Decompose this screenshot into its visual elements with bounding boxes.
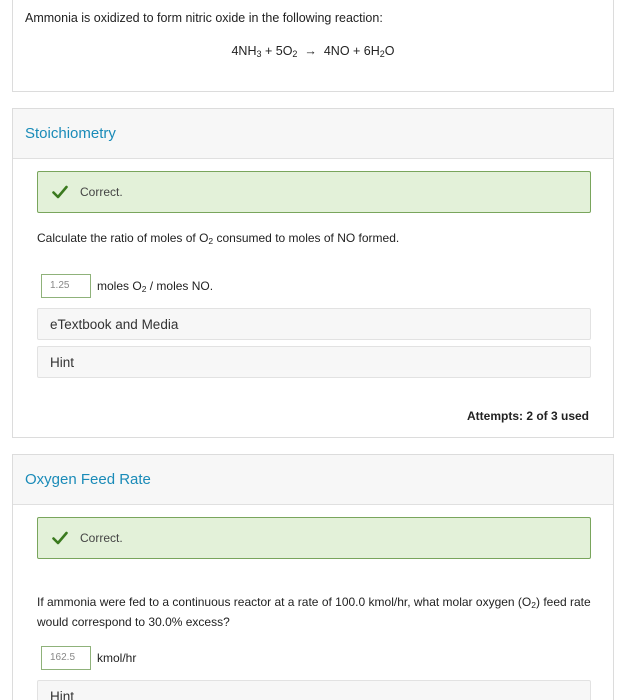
oxygen-feed-rate-section <box>12 454 614 700</box>
correct-status-box <box>37 517 591 559</box>
status-text: Correct. <box>80 531 123 545</box>
correct-status-box <box>37 171 591 213</box>
answer-unit: moles $O_2$ / moles NO. <box>97 278 214 294</box>
section-title: Stoichiometry <box>25 125 116 142</box>
problem-intro-card <box>12 0 614 92</box>
section-header <box>13 109 613 159</box>
intro-text: Ammonia is oxidized to form nitric oxide in the following reaction: <box>25 11 383 25</box>
checkmark-icon <box>52 531 68 545</box>
eq-products: 4NO + 6H <box>323 44 380 58</box>
reaction-equation: $4NH_3 + 5O_2 \to 4NO + 6H_2O$ <box>231 44 395 59</box>
answer-input[interactable]: 162.5 <box>41 646 91 670</box>
answer-input[interactable]: 1.25 <box>41 274 91 298</box>
section-title: Oxygen Feed Rate <box>25 471 151 488</box>
question-text: If ammonia were fed to a continuous reactor at a rate of 100.0 kmol/hr, what molar oxygen $(O_2)$ feed rate would correspond to 30.0% excess? <box>37 595 591 629</box>
answer-row <box>41 646 136 670</box>
etextbook-media-button[interactable]: eTextbook and Media <box>37 308 591 340</box>
checkmark-icon <box>52 185 68 199</box>
eq-arrow: → <box>304 44 317 58</box>
stoichiometry-section <box>12 108 614 438</box>
hint-button[interactable]: Hint <box>37 346 591 378</box>
eq-ammonia: 4NH <box>231 44 257 58</box>
answer-row <box>41 274 213 298</box>
hint-button[interactable]: Hint <box>37 680 591 700</box>
answer-unit: kmol/hr <box>97 651 137 665</box>
status-text: Correct. <box>80 185 123 199</box>
section-header <box>13 455 613 505</box>
eq-oxygen: + 5O <box>261 44 293 58</box>
attempts-counter: Attempts: 2 of 3 used <box>466 409 589 423</box>
question-text: Calculate the ratio of moles of $O_2$ consumed to moles of NO formed. <box>37 231 400 246</box>
